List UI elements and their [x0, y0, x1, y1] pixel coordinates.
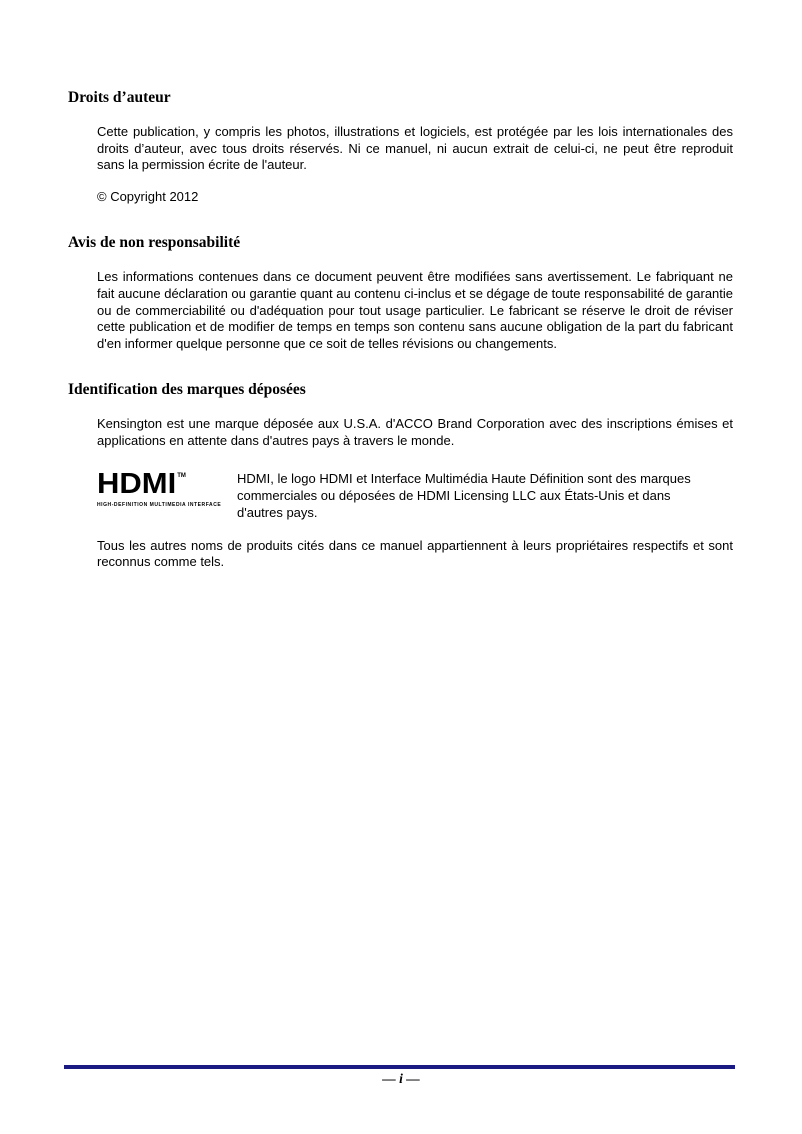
disclaimer-heading: Avis de non responsabilité: [68, 234, 241, 252]
hdmi-wordmark-line: [97, 466, 186, 500]
kensington-paragraph: Kensington est une marque déposée aux U.S.A. d'ACCO Brand Corporation avec des inscriptions émises et applications en attente dans d'autres pays à travers le monde.: [97, 416, 733, 448]
disclaimer-body: [97, 269, 733, 352]
section-trademarks: [68, 380, 734, 570]
hdmi-logo-icon: [97, 466, 237, 508]
trademarks-heading: Identification des marques déposées: [68, 381, 306, 399]
copyright-paragraph: Cette publication, y compris les photos, illustrations et logiciels, est protégée par les lois internationales des droits d’auteur, avec tous droits réservés. Ni ce manuel, ni aucun extrait de celui-ci, ne peut être reproduit sans la permission écrite de l'auteur.: [97, 124, 733, 173]
disclaimer-paragraph: Les informations contenues dans ce document peuvent être modifiées sans avertissement. Le fabriquant ne fait aucune déclaration ou garantie quant au contenu ci-inclus et se dégage de toute responsabilité de garantie ou de commerciabilité ou d'adéquation pour tout usage particulier. Le fabricant se réserve le droit de réviser cette publication et de modifier de temps en temps son contenu sans aucune obligation de la part du fabricant d'en informer quelque personne que ce soit de telles révisions ou changements.: [97, 269, 734, 351]
hdmi-wordmark-text: HDMI: [97, 466, 177, 500]
other-trademarks-paragraph: Tous les autres noms de produits cités dans ce manuel appartiennent à leurs propriétaires respectifs et sont reconnus comme tels.: [97, 537, 733, 570]
footer-rule: [64, 1065, 735, 1069]
hdmi-caption-paragraph: HDMI, le logo HDMI et Interface Multimédia Haute Définition sont des marques commerciales ou déposées de HDMI Licensing LLC aux États-Unis et dans d'autres pays.: [237, 470, 691, 520]
hdmi-logo-tagline: HIGH-DEFINITION MULTIMEDIA INTERFACE: [97, 501, 222, 508]
copyright-year-line: © Copyright 2012: [97, 188, 199, 204]
copyright-heading: Droits d’auteur: [68, 89, 171, 106]
page-content: [68, 88, 734, 599]
trademarks-body: [97, 416, 733, 570]
footer-page-number: — i —: [382, 1071, 420, 1086]
section-copyright: [68, 88, 734, 205]
hdmi-trademark-row: [97, 466, 733, 521]
copyright-body: [97, 124, 733, 205]
hdmi-trademark-symbol: TM: [177, 472, 186, 479]
section-disclaimer: [68, 233, 734, 352]
